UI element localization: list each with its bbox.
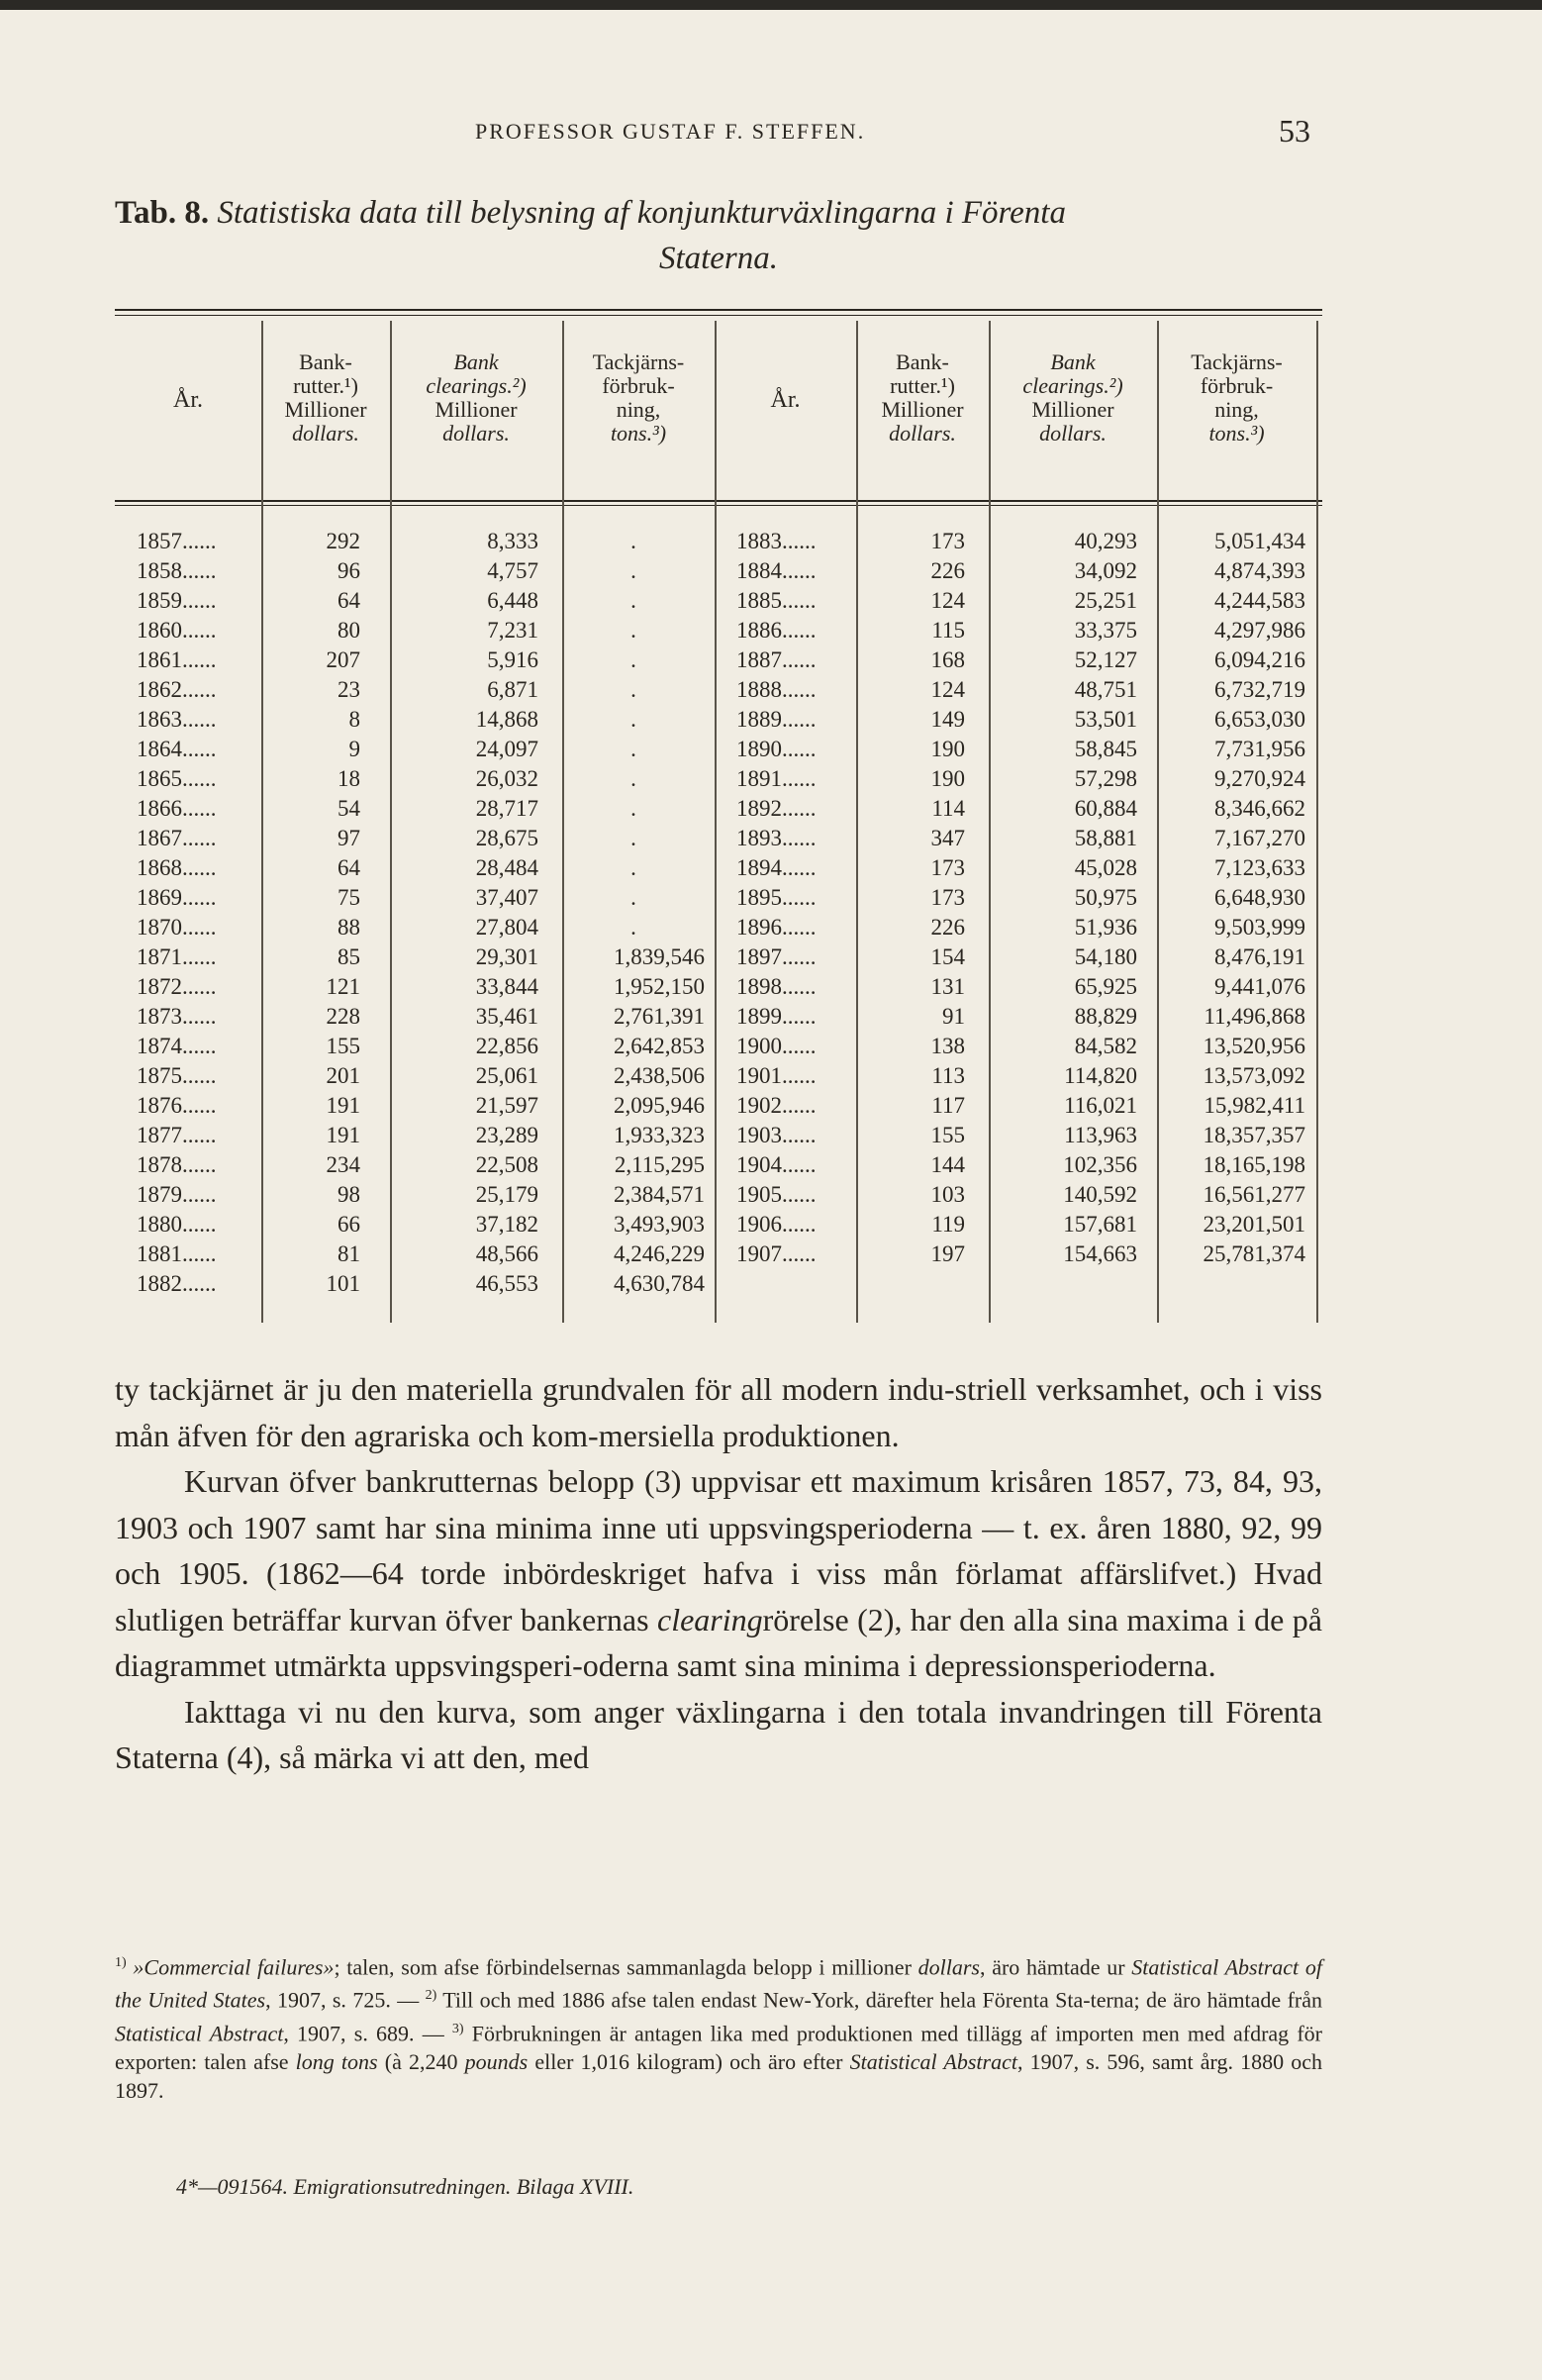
paragraph: ty tackjärnet är ju den materiella grundvalen för all modern indu-striell verksamhet, och i viss mån äfven för den agrariska och kom-mersiella produktionen. (115, 1371, 1322, 1453)
bankrutter-cell: 115 (931, 618, 965, 643)
table-row (115, 675, 1322, 705)
bankrutter-cell: 23 (337, 677, 360, 702)
year-cell: 1871...... (137, 944, 217, 969)
statistics-table (115, 309, 1322, 1307)
year-cell: 1880...... (137, 1212, 217, 1237)
clearings-cell: 21,597 (475, 1093, 538, 1118)
table-row (115, 1002, 1322, 1032)
bankrutter-cell: 201 (326, 1063, 360, 1088)
bankrutter-cell: 173 (930, 855, 965, 880)
tackjarn-cell: 9,270,924 (1214, 766, 1305, 791)
table-row (115, 616, 1322, 645)
tackjarn-cell: 5,051,434 (1214, 529, 1305, 553)
year-cell: 1901...... (736, 1063, 817, 1088)
clearings-cell: 37,407 (475, 885, 538, 910)
bankrutter-cell: 121 (326, 974, 360, 999)
bankrutter-cell: 138 (930, 1034, 965, 1058)
year-cell: 1863...... (137, 707, 217, 732)
tackjarn-cell: 2,095,946 (614, 1093, 705, 1118)
year-cell: 1857...... (137, 529, 217, 553)
year-cell: 1902...... (736, 1093, 817, 1118)
bankrutter-cell: 117 (931, 1093, 965, 1118)
clearings-cell: 48,751 (1074, 677, 1137, 702)
clearings-cell: 4,757 (487, 558, 538, 583)
year-cell: 1876...... (137, 1093, 217, 1118)
tackjarn-cell: 2,761,391 (614, 1004, 705, 1029)
clearings-cell: 58,881 (1074, 826, 1137, 850)
year-cell: 1867...... (137, 826, 217, 850)
tackjarn-cell: 1,839,546 (614, 944, 705, 969)
clearings-cell: 33,375 (1074, 618, 1137, 643)
clearings-cell: 33,844 (475, 974, 538, 999)
bankrutter-cell: 207 (326, 647, 360, 672)
tackjarn-cell: 2,384,571 (614, 1182, 705, 1207)
tackjarn-cell: 23,201,501 (1203, 1212, 1305, 1237)
clearings-cell: 102,356 (1063, 1152, 1137, 1177)
clearings-cell: 25,251 (1074, 588, 1137, 613)
tackjarn-cell: 25,781,374 (1203, 1241, 1305, 1266)
year-cell: 1882...... (137, 1271, 217, 1296)
year-cell: 1883...... (736, 529, 817, 553)
table-row (115, 883, 1322, 913)
tackjarn-cell: 8,346,662 (1214, 796, 1305, 821)
tackjarn-cell: 4,244,583 (1214, 588, 1305, 613)
header-clearings-left: Bank clearings.²) Millioner dollars. (426, 349, 527, 446)
tackjarn-cell: 8,476,191 (1214, 944, 1305, 969)
tackjarn-cell: 18,357,357 (1203, 1123, 1305, 1147)
bankrutter-cell: 168 (930, 647, 965, 672)
bankrutter-cell: 190 (930, 737, 965, 761)
table-row (115, 972, 1322, 1002)
tackjarn-cell: 1,933,323 (614, 1123, 705, 1147)
tackjarn-cell: . (630, 529, 636, 553)
year-cell: 1907...... (736, 1241, 817, 1266)
clearings-cell: 45,028 (1074, 855, 1137, 880)
clearings-cell: 58,845 (1074, 737, 1137, 761)
clearings-cell: 26,032 (475, 766, 538, 791)
bankrutter-cell: 197 (930, 1241, 965, 1266)
year-cell: 1886...... (736, 618, 817, 643)
bankrutter-cell: 155 (930, 1123, 965, 1147)
clearings-cell: 24,097 (475, 737, 538, 761)
body-text (115, 1366, 1322, 1781)
year-cell: 1900...... (736, 1034, 817, 1058)
bankrutter-cell: 292 (326, 529, 360, 553)
year-cell: 1891...... (736, 766, 817, 791)
table-row (115, 794, 1322, 824)
year-cell: 1906...... (736, 1212, 817, 1237)
year-cell: 1889...... (736, 707, 817, 732)
tackjarn-cell: . (630, 885, 636, 910)
table-row (115, 853, 1322, 883)
tackjarn-cell: 7,167,270 (1214, 826, 1305, 850)
tackjarn-cell: 16,561,277 (1203, 1182, 1305, 1207)
header-clearings-right: Bank clearings.²) Millioner dollars. (1022, 349, 1123, 446)
bankrutter-cell: 64 (337, 588, 360, 613)
table-row (115, 1180, 1322, 1210)
clearings-cell: 51,936 (1074, 915, 1137, 940)
table-label: Tab. 8. (115, 195, 210, 231)
bankrutter-cell: 226 (930, 915, 965, 940)
table-row (115, 645, 1322, 675)
bankrutter-cell: 101 (326, 1271, 360, 1296)
header-tackjarn-right: Tackjärns- förbruk- ning, tons.³) (1191, 349, 1283, 446)
year-cell: 1890...... (736, 737, 817, 761)
year-cell: 1897...... (736, 944, 817, 969)
table-row (115, 1032, 1322, 1061)
bankrutter-cell: 114 (931, 796, 965, 821)
tackjarn-cell: 6,094,216 (1214, 647, 1305, 672)
clearings-cell: 7,231 (487, 618, 538, 643)
year-cell: 1878...... (137, 1152, 217, 1177)
bankrutter-cell: 85 (337, 944, 360, 969)
bankrutter-cell: 113 (931, 1063, 965, 1088)
bankrutter-cell: 75 (337, 885, 360, 910)
clearings-cell: 157,681 (1063, 1212, 1137, 1237)
table-row (115, 1061, 1322, 1091)
tackjarn-cell: 7,731,956 (1214, 737, 1305, 761)
year-cell: 1894...... (736, 855, 817, 880)
bankrutter-cell: 191 (326, 1123, 360, 1147)
table-caption (115, 190, 1322, 281)
tackjarn-cell: 9,503,999 (1214, 915, 1305, 940)
header-bankrutter-left: Bank- rutter.¹) Millioner dollars. (284, 349, 367, 446)
table-row (115, 527, 1322, 556)
tackjarn-cell: . (630, 737, 636, 761)
footnotes: $^{1)}$ »Commercial failures»; talen, som afse förbindelsernas sammanlagda belopp i millioner dollars, äro hämtade ur Statistical Abstract of the United States, 1907, s. 725. — $^{2)}$ Till och med 1886 afse talen endast New-York, därefter hela Förenta Sta-terna; de äro hämtade från Statistical Abstract, 1907, s. 689. — $^{3)}$ Förbrukningen är antagen lika med produktionen med tillägg af importen men med afdrag för exporten: talen afse long tons (à 2,240 pounds eller 1,016 kilogram) och äro efter Statistical Abstract, 1907, s. 596, samt årg. 1880 och 1897. (115, 1954, 1323, 2103)
clearings-cell: 28,484 (475, 855, 538, 880)
table-row (115, 824, 1322, 853)
tackjarn-cell: 6,648,930 (1214, 885, 1305, 910)
paragraph: Kurvan öfver bankrutternas belopp (3) uppvisar ett maximum krisåren 1857, 73, 84, 93, 1903 och 1907 samt har sina minima inne uti uppsvingsperioderna — t. ex. åren 1880, 92, 99 och 1905. (1862—64 torde inbördeskriget hafva i viss mån förlamat affärslifvet.) Hvad slutligen beträffar kurvan öfver bankernas clearingrörelse (2), har den alla sina maxima i de på diagrammet utmärkta uppsvingsperi-oderna samt sina minima i depressionsperioderna. (115, 1463, 1323, 1683)
tackjarn-cell: . (630, 766, 636, 791)
table-row (115, 586, 1322, 616)
table-top-rule (115, 309, 1322, 311)
table-row (115, 942, 1322, 972)
tackjarn-cell: 18,165,198 (1203, 1152, 1305, 1177)
year-cell: 1887...... (736, 647, 817, 672)
bankrutter-cell: 18 (337, 766, 360, 791)
tackjarn-cell: 4,297,986 (1214, 618, 1305, 643)
year-cell: 1905...... (736, 1182, 817, 1207)
tackjarn-cell: 7,123,633 (1214, 855, 1305, 880)
bankrutter-cell: 173 (930, 529, 965, 553)
tackjarn-cell: . (630, 796, 636, 821)
year-cell: 1879...... (137, 1182, 217, 1207)
bankrutter-cell: 91 (942, 1004, 965, 1029)
bankrutter-cell: 154 (930, 944, 965, 969)
clearings-cell: 84,582 (1074, 1034, 1137, 1058)
clearings-cell: 50,975 (1074, 885, 1137, 910)
clearings-cell: 54,180 (1074, 944, 1137, 969)
table-row (115, 913, 1322, 942)
tackjarn-cell: 3,493,903 (614, 1212, 705, 1237)
caption-line-2: Staterna. (658, 241, 779, 276)
clearings-cell: 37,182 (475, 1212, 538, 1237)
clearings-cell: 14,868 (475, 707, 538, 732)
clearings-cell: 88,829 (1074, 1004, 1137, 1029)
clearings-cell: 52,127 (1074, 647, 1137, 672)
clearings-cell: 29,301 (475, 944, 538, 969)
header-tackjarn-left: Tackjärns- förbruk- ning, tons.³) (592, 349, 685, 446)
year-cell: 1868...... (137, 855, 217, 880)
clearings-cell: 6,448 (487, 588, 538, 613)
header-bankrutter-right: Bank- rutter.¹) Millioner dollars. (881, 349, 964, 446)
year-cell: 1861...... (137, 647, 217, 672)
bankrutter-cell: 8 (348, 707, 360, 732)
bankrutter-cell: 103 (930, 1182, 965, 1207)
table-body (115, 527, 1322, 1299)
bankrutter-cell: 81 (337, 1241, 360, 1266)
tackjarn-cell: . (630, 707, 636, 732)
clearings-cell: 25,179 (475, 1182, 538, 1207)
tackjarn-cell: 4,246,229 (614, 1241, 705, 1266)
tackjarn-cell: . (630, 647, 636, 672)
year-cell: 1896...... (736, 915, 817, 940)
tackjarn-cell: 2,642,853 (614, 1034, 705, 1058)
bankrutter-cell: 228 (326, 1004, 360, 1029)
header-year-right: År. (770, 387, 801, 413)
top-border (0, 0, 1542, 10)
paragraph: Iakttaga vi nu den kurva, som anger växlingarna i den totala invandringen till Förenta Staterna (4), så märka vi att den, med (115, 1693, 1322, 1775)
clearings-cell: 34,092 (1074, 558, 1137, 583)
tackjarn-cell: 9,441,076 (1214, 974, 1305, 999)
bankrutter-cell: 144 (930, 1152, 965, 1177)
clearings-cell: 65,925 (1074, 974, 1137, 999)
tackjarn-cell: 2,115,295 (614, 1152, 705, 1177)
table-row (115, 556, 1322, 586)
clearings-cell: 25,061 (475, 1063, 538, 1088)
tackjarn-cell: . (630, 558, 636, 583)
clearings-cell: 6,871 (487, 677, 538, 702)
clearings-cell: 46,553 (475, 1271, 538, 1296)
table-top-rule-inner (115, 315, 1322, 316)
tackjarn-cell: 11,496,868 (1204, 1004, 1305, 1029)
printer-signature: 4*—091564. Emigrationsutredningen. Bilaga XVIII. (176, 2174, 634, 2199)
clearings-cell: 60,884 (1074, 796, 1137, 821)
bankrutter-cell: 190 (930, 766, 965, 791)
table-row (115, 1091, 1322, 1121)
year-cell: 1860...... (137, 618, 217, 643)
year-cell: 1888...... (736, 677, 817, 702)
clearings-cell: 57,298 (1074, 766, 1137, 791)
clearings-cell: 140,592 (1063, 1182, 1137, 1207)
clearings-cell: 114,820 (1064, 1063, 1137, 1088)
tackjarn-cell: . (630, 826, 636, 850)
tackjarn-cell: 2,438,506 (614, 1063, 705, 1088)
year-cell: 1884...... (736, 558, 817, 583)
clearings-cell: 116,021 (1064, 1093, 1137, 1118)
year-cell: 1875...... (137, 1063, 217, 1088)
clearings-cell: 35,461 (475, 1004, 538, 1029)
table-row (115, 764, 1322, 794)
clearings-cell: 28,675 (475, 826, 538, 850)
bankrutter-cell: 191 (326, 1093, 360, 1118)
year-cell: 1892...... (736, 796, 817, 821)
year-cell: 1893...... (736, 826, 817, 850)
clearings-cell: 53,501 (1074, 707, 1137, 732)
tackjarn-cell: . (630, 855, 636, 880)
header-rule (115, 500, 1322, 502)
year-cell: 1895...... (736, 885, 817, 910)
year-cell: 1885...... (736, 588, 817, 613)
bankrutter-cell: 173 (930, 885, 965, 910)
tackjarn-cell: 13,520,956 (1203, 1034, 1305, 1058)
clearings-cell: 22,856 (475, 1034, 538, 1058)
year-cell: 1866...... (137, 796, 217, 821)
year-cell: 1899...... (736, 1004, 817, 1029)
bankrutter-cell: 80 (337, 618, 360, 643)
year-cell: 1903...... (736, 1123, 817, 1147)
bankrutter-cell: 119 (931, 1212, 965, 1237)
table-row (115, 735, 1322, 764)
year-cell: 1869...... (137, 885, 217, 910)
bankrutter-cell: 88 (337, 915, 360, 940)
year-cell: 1865...... (137, 766, 217, 791)
table-row (115, 1150, 1322, 1180)
year-cell: 1874...... (137, 1034, 217, 1058)
tackjarn-cell: . (630, 588, 636, 613)
bankrutter-cell: 96 (337, 558, 360, 583)
year-cell: 1862...... (137, 677, 217, 702)
bankrutter-cell: 9 (348, 737, 360, 761)
bankrutter-cell: 234 (326, 1152, 360, 1177)
tackjarn-cell: 4,630,784 (614, 1271, 705, 1296)
year-cell: 1873...... (137, 1004, 217, 1029)
table-row (115, 705, 1322, 735)
bankrutter-cell: 226 (930, 558, 965, 583)
page-number: 53 (1279, 113, 1310, 149)
clearings-cell: 48,566 (475, 1241, 538, 1266)
caption-line-1: Statistiska data till belysning af konjunkturväxlingarna i Förenta (217, 195, 1066, 231)
bankrutter-cell: 347 (930, 826, 965, 850)
clearings-cell: 23,289 (475, 1123, 538, 1147)
table-row (115, 1240, 1322, 1269)
year-cell: 1859...... (137, 588, 217, 613)
year-cell: 1864...... (137, 737, 217, 761)
bankrutter-cell: 131 (930, 974, 965, 999)
bankrutter-cell: 97 (337, 826, 360, 850)
clearings-cell: 27,804 (475, 915, 538, 940)
clearings-cell: 28,717 (475, 796, 538, 821)
header-rule-inner (115, 505, 1322, 506)
year-cell: 1904...... (736, 1152, 817, 1177)
tackjarn-cell: . (630, 677, 636, 702)
year-cell: 1898...... (736, 974, 817, 999)
tackjarn-cell: 6,653,030 (1214, 707, 1305, 732)
clearings-cell: 113,963 (1064, 1123, 1137, 1147)
bankrutter-cell: 124 (930, 677, 965, 702)
tackjarn-cell: 1,952,150 (614, 974, 705, 999)
table-row (115, 1210, 1322, 1240)
clearings-cell: 22,508 (475, 1152, 538, 1177)
running-head: PROFESSOR GUSTAF F. STEFFEN. (475, 119, 866, 144)
tackjarn-cell: 6,732,719 (1214, 677, 1305, 702)
bankrutter-cell: 155 (326, 1034, 360, 1058)
bankrutter-cell: 124 (930, 588, 965, 613)
bankrutter-cell: 54 (337, 796, 360, 821)
year-cell: 1877...... (137, 1123, 217, 1147)
tackjarn-cell: . (630, 618, 636, 643)
bankrutter-cell: 149 (930, 707, 965, 732)
clearings-cell: 5,916 (487, 647, 538, 672)
bankrutter-cell: 66 (337, 1212, 360, 1237)
tackjarn-cell: . (630, 915, 636, 940)
year-cell: 1872...... (137, 974, 217, 999)
table-row (115, 1121, 1322, 1150)
year-cell: 1858...... (137, 558, 217, 583)
bankrutter-cell: 98 (337, 1182, 360, 1207)
header-year-left: År. (173, 387, 203, 413)
year-cell: 1870...... (137, 915, 217, 940)
bankrutter-cell: 64 (337, 855, 360, 880)
clearings-cell: 154,663 (1063, 1241, 1137, 1266)
clearings-cell: 8,333 (487, 529, 538, 553)
tackjarn-cell: 13,573,092 (1203, 1063, 1305, 1088)
clearings-cell: 40,293 (1074, 529, 1137, 553)
table-row (115, 1269, 1322, 1299)
tackjarn-cell: 4,874,393 (1214, 558, 1305, 583)
year-cell: 1881...... (137, 1241, 217, 1266)
tackjarn-cell: 15,982,411 (1204, 1093, 1305, 1118)
